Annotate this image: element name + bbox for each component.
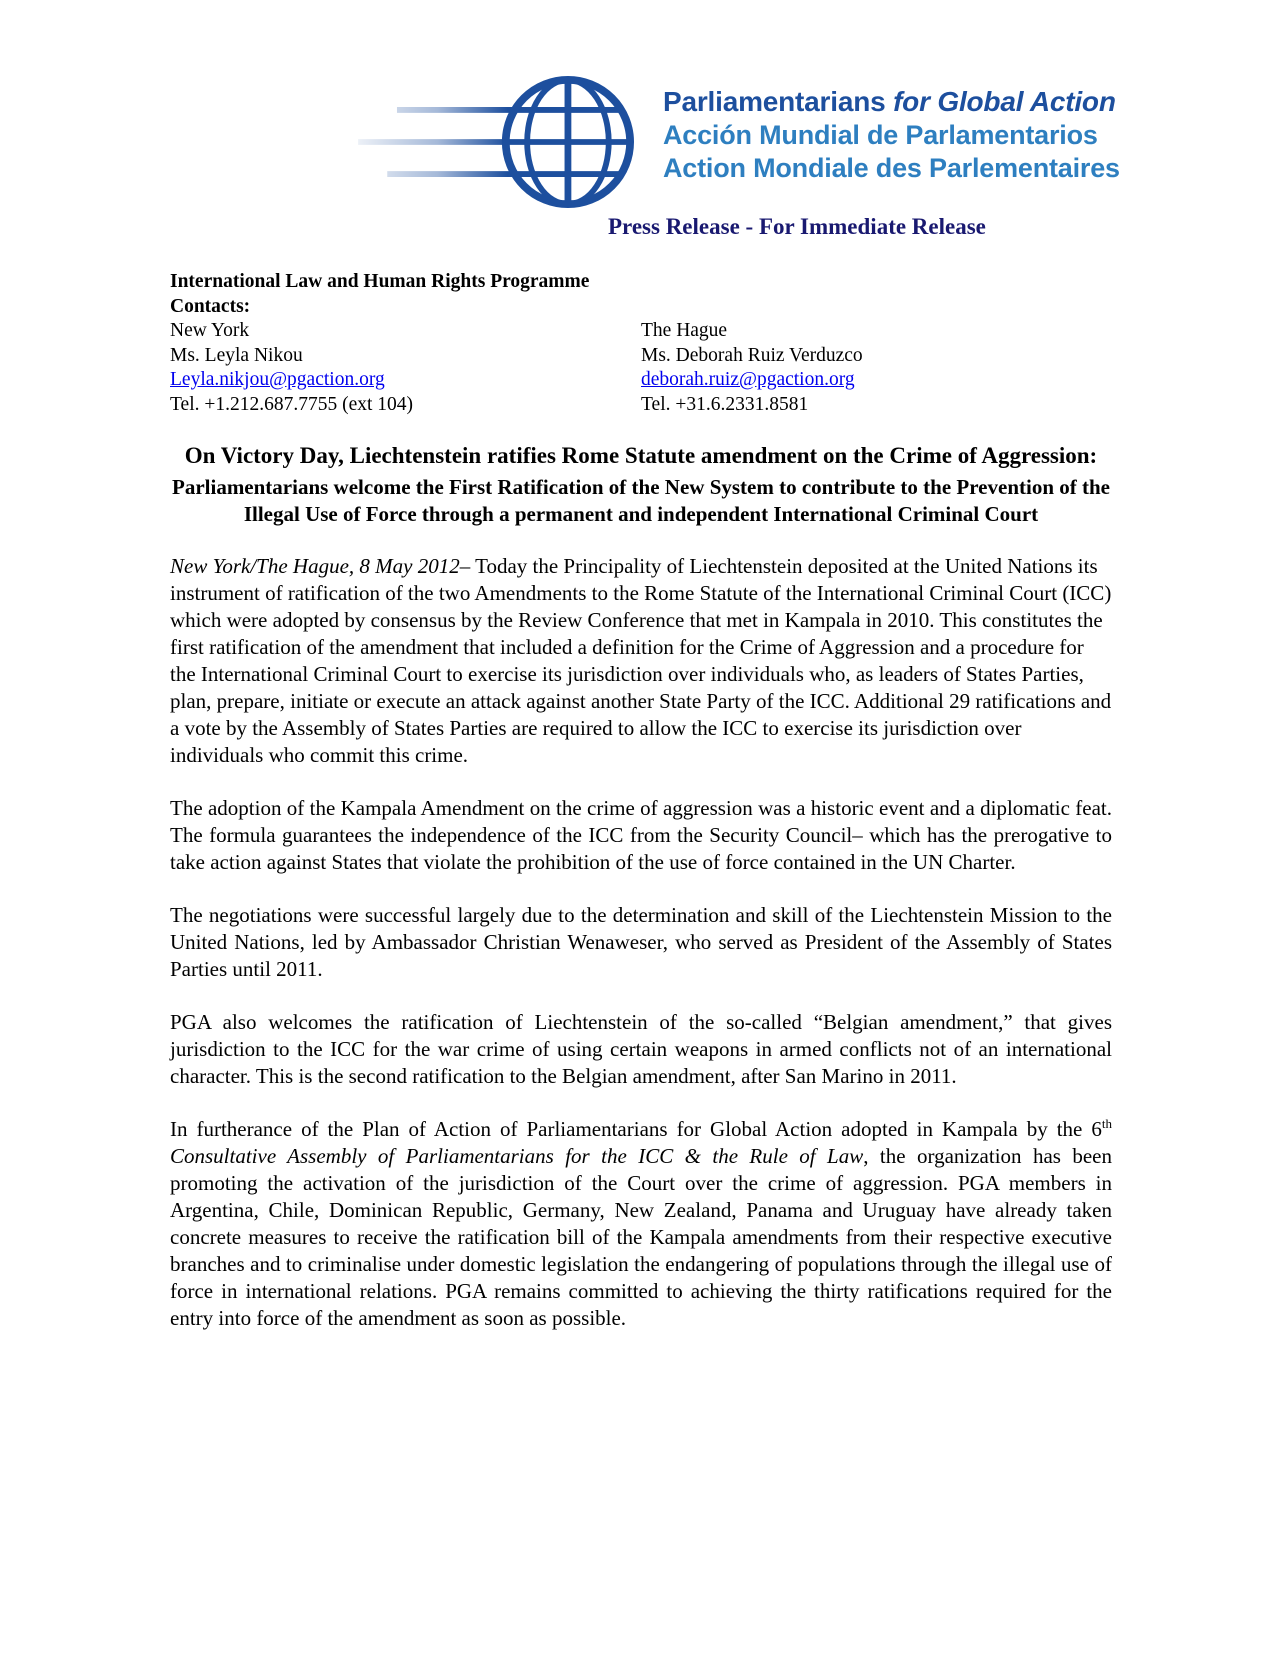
org-name-regular: Parliamentarians [663, 86, 894, 117]
paragraph-text: , the organization has been promoting the activation of the jurisdiction of the Court over the crime of aggression. PGA members in Argentina, Chile, Dominican Republic, Germany, New Zealand, Panama and Uruguay have already taken concrete measures to receive the ratification bill of the Kampala amendments from their respective executive branches and to criminalise under domestic legislation the endangering of populations through the illegal use of force in international relations. PGA remains committed to achieving the thirty ratifications required for the entry into force of the amendment as soon as possible. [170, 1144, 1112, 1330]
paragraph-text: In furtherance of the Plan of Action of Parliamentarians for Global Action adopted in Kampala by the 6 [170, 1117, 1102, 1141]
org-name-spanish: Acción Mundial de Parlamentarios [663, 120, 1098, 150]
body-paragraph-4: PGA also welcomes the ratification of Liechtenstein of the so-called “Belgian amendment,” that gives jurisdiction to the ICC for the war crime of using certain weapons in armed conflicts not of an international character. This is the second ratification to the Belgian amendment, after San Marino in 2011. [170, 1010, 1112, 1088]
body-paragraph-3: The negotiations were successful largely due to the determination and skill of the Liechtenstein Mission to the United Nations, led by Ambassador Christian Wenaweser, who served as President of the Assembly of States Parties until 2011. [170, 903, 1112, 981]
assembly-name-italic: Consultative Assembly of Parliamentarians for the ICC & the Rule of Law [170, 1144, 864, 1168]
contact-tel: Tel. +31.6.2331.8581 [641, 393, 809, 415]
org-name-block [663, 84, 1120, 185]
contact-name: Ms. Leyla Nikou [170, 344, 303, 366]
contact-tel: Tel. +1.212.687.7755 (ext 104) [170, 393, 414, 415]
email-link-the-hague[interactable]: deborah.ruiz@pgaction.org [641, 369, 855, 390]
org-name-english [663, 84, 1120, 119]
contact-block [170, 270, 1112, 417]
headline-subtitle: Parliamentarians welcome the First Ratification of the New System to contribute to the Prevention of the Illegal Use of Force through a permanent and independent International Criminal Court [172, 475, 1110, 526]
contacts-label: Contacts: [170, 295, 251, 317]
document-body [170, 270, 1112, 1332]
contact-the-hague [641, 319, 1112, 417]
dateline: New York/The Hague, 8 May 2012– [170, 554, 471, 578]
body-paragraph-2: The adoption of the Kampala Amendment on the crime of aggression was a historic event and a diplomatic feat. The formula guarantees the independence of the ICC from the Security Council– which has the prerogative to take action against States that violate the prohibition of the use of force contained in the UN Charter. [170, 796, 1112, 874]
programme-title: International Law and Human Rights Programme [170, 271, 590, 292]
org-name-italic: for Global Action [893, 86, 1116, 117]
contact-city: New York [170, 320, 250, 341]
body-paragraph-1 [170, 553, 1112, 769]
ordinal-superscript: th [1101, 1116, 1112, 1131]
contact-name: Ms. Deborah Ruiz Verduzco [641, 344, 863, 366]
press-release-banner: Press Release - For Immediate Release [608, 214, 986, 239]
body-paragraph-5 [170, 1116, 1112, 1332]
headline-title: On Victory Day, Liechtenstein ratifies Rome Statute amendment on the Crime of Aggression: [184, 443, 1098, 468]
contact-city: The Hague [641, 320, 728, 341]
contact-new-york [170, 319, 641, 417]
contact-columns [170, 319, 1112, 417]
email-link-new-york[interactable]: Leyla.nikjou@pgaction.org [170, 369, 385, 390]
paragraph-text: Today the Principality of Liechtenstein deposited at the United Nations its instrument of ratification of the two Amendments to the Rome Statute of the International Criminal Court (ICC) which were adopted by consensus by the Review Conference that met in Kampala in 2010. This constitutes the first ratification of the amendment that included a definition for the Crime of Aggression and a procedure for the International Criminal Court to exercise its jurisdiction over individuals who, as leaders of States Parties, plan, prepare, initiate or execute an attack against another State Party of the ICC. Additional 29 ratifications and a vote by the Assembly of States Parties are required to allow the ICC to exercise its jurisdiction over individuals who commit this crime. [170, 554, 1112, 767]
org-name-french: Action Mondiale des Parlementaires [663, 153, 1120, 183]
globe-logo-icon [352, 74, 644, 210]
